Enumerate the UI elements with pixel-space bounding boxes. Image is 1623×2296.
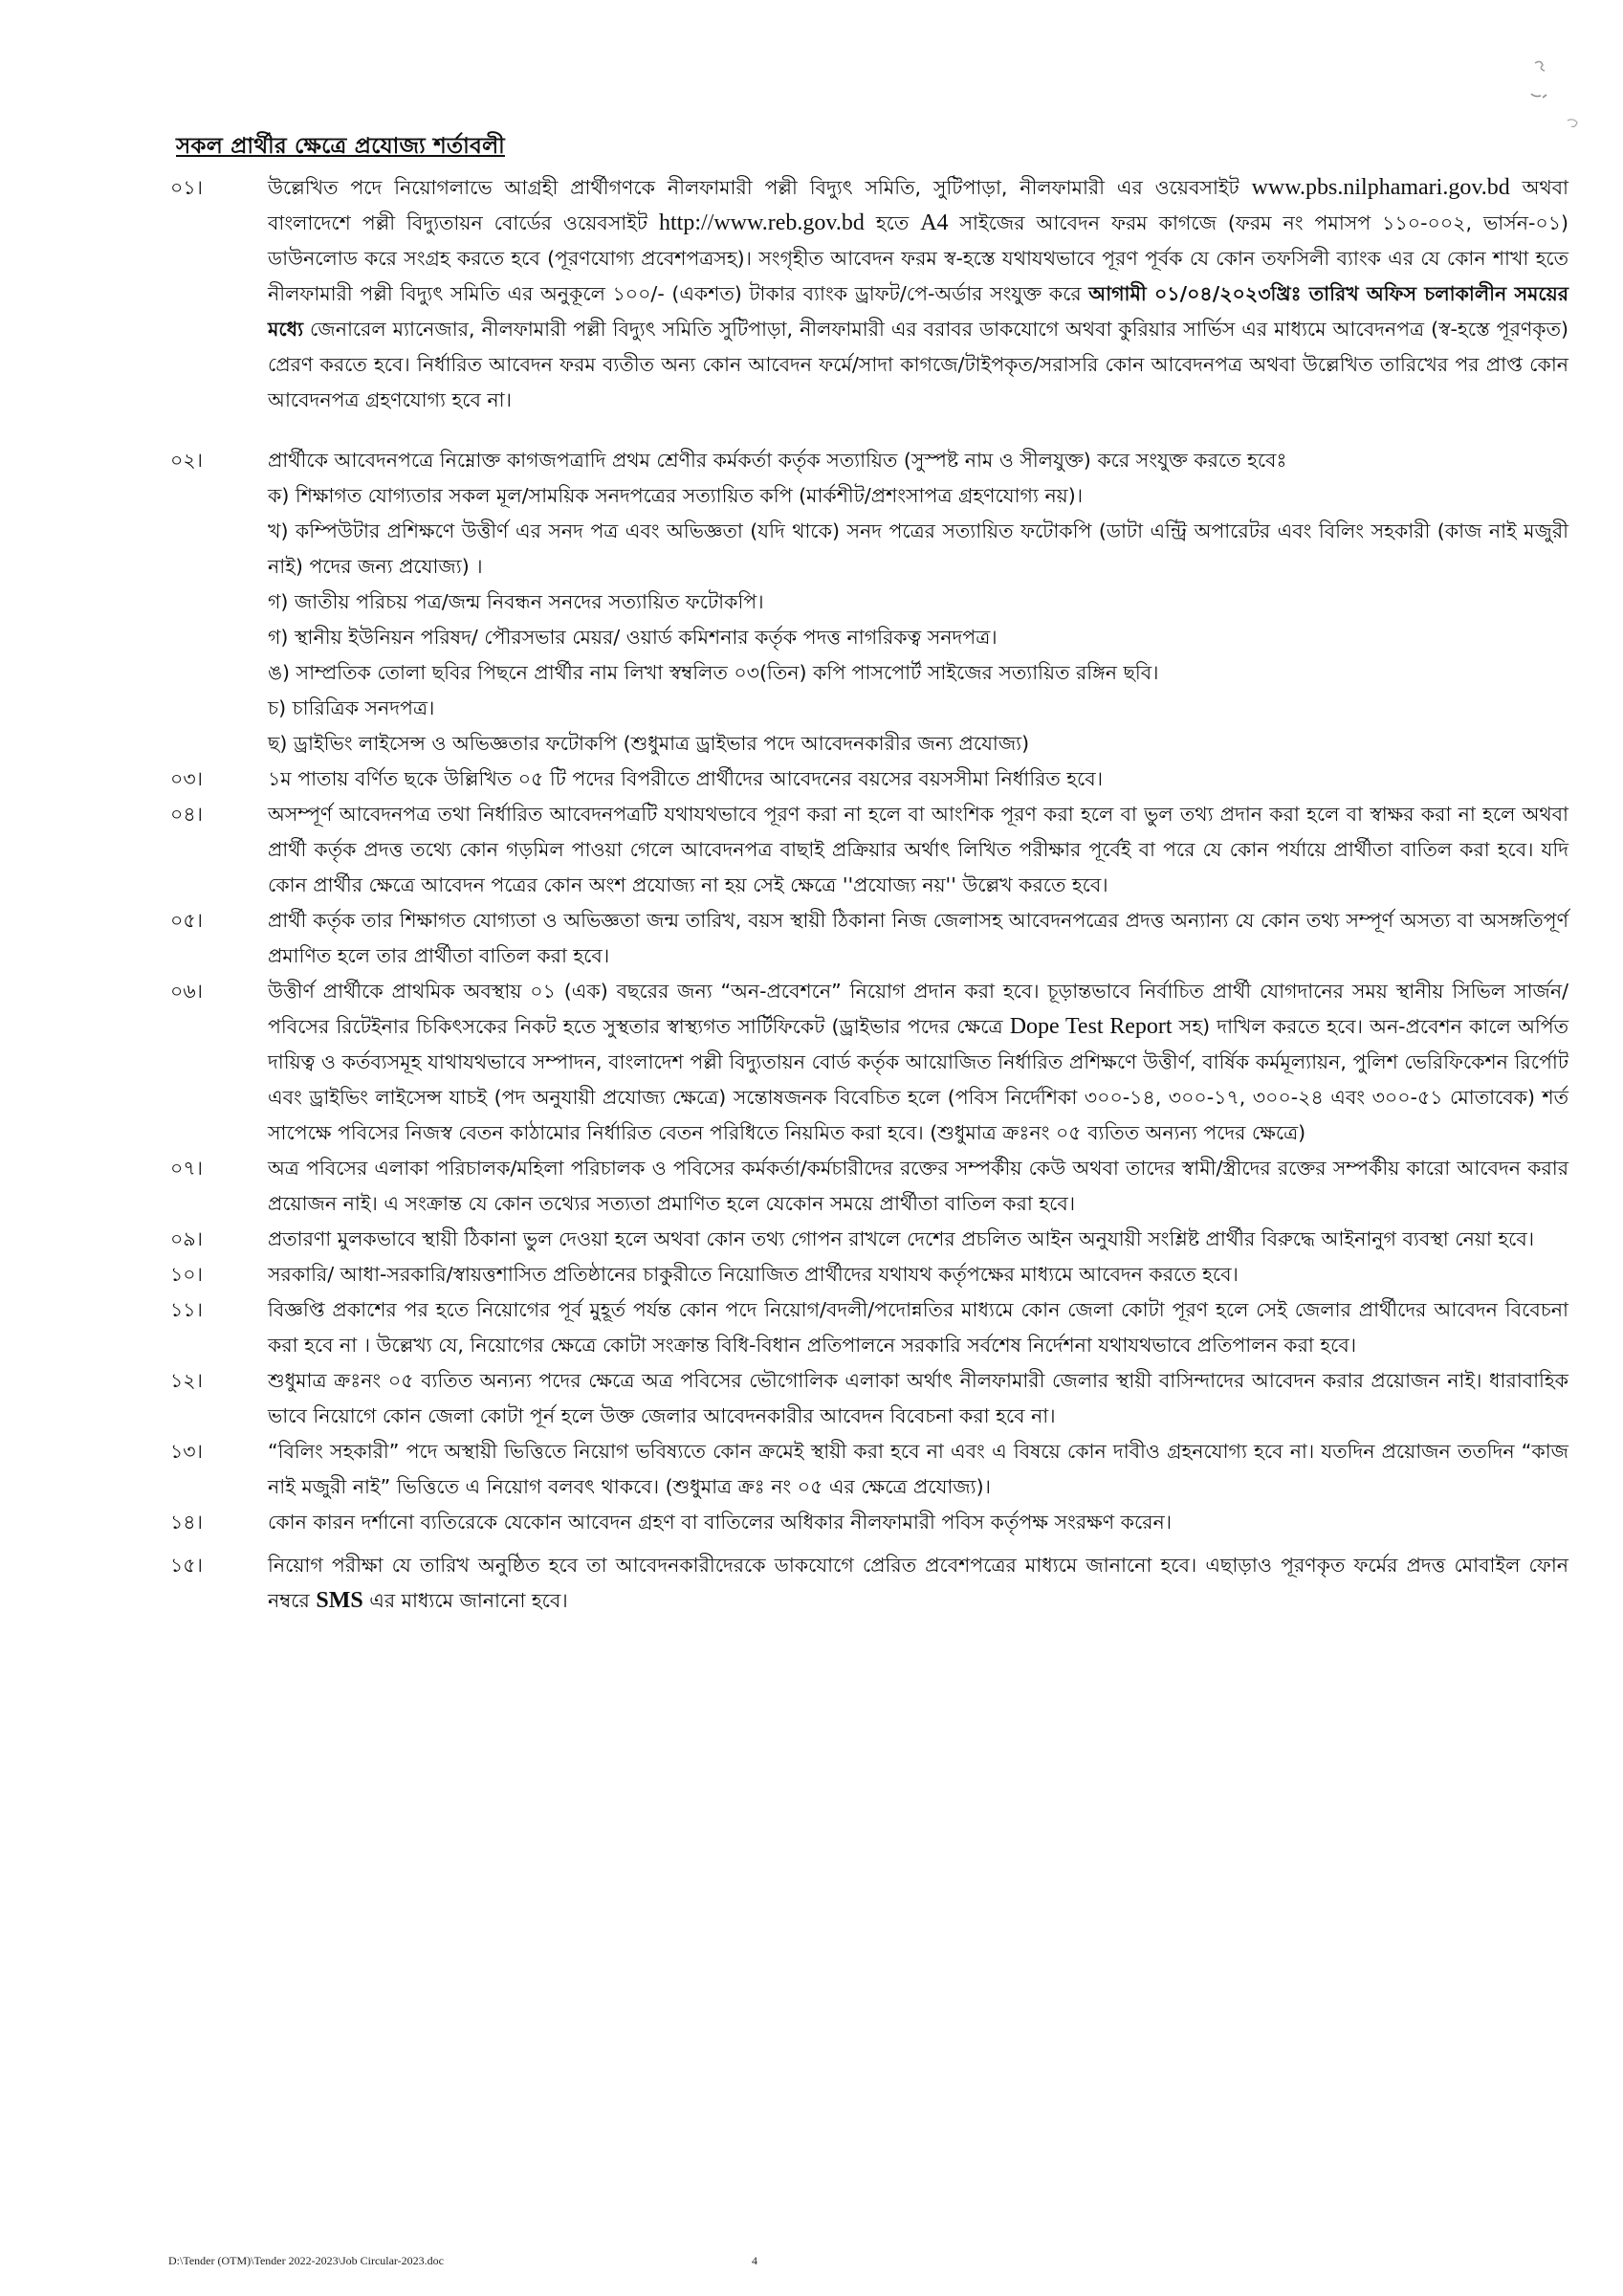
condition-item xyxy=(163,1292,1568,1363)
condition-body xyxy=(268,1222,1568,1257)
text-segment: আগামী ০১/০৪/২০২৩খ্রিঃ তারিখ অফিস চলাকালীন সময়ের মধ্যে xyxy=(268,282,1568,341)
condition-body xyxy=(268,903,1568,974)
text-segment: ক) শিক্ষাগত যোগ্যতার সকল মূল/সাময়িক সনদপত্রের সত্যায়িত কপি (মার্কশীট/প্রশংসাপত্র গ্রহণযোগ্য নয়)। xyxy=(268,484,1084,507)
text-segment: প্রতারণা মুলকভাবে স্থায়ী ঠিকানা ভুল দেওয়া হলে অথবা কোন তথ্য গোপন রাখলে দেশের প্রচলিত আইন অনুযায়ী সংশ্লিষ্ট প্রার্থীর বিরুদ্ধে আইনানুগ ব্যবস্থা নেয়া হবে। xyxy=(268,1227,1535,1250)
text-segment: নিয়োগ পরীক্ষা যে তারিখ অনুষ্ঠিত হবে তা আবেদনকারীদেরকে ডাকযোগে প্রেরিত প্রবেশপত্রের মাধ্যমে জানানো হবে। এছাড়াও পূরণকৃত ফর্মের প্রদত্ত মোবাইল ফোন নম্বরে xyxy=(268,1554,1568,1612)
text-segment: অত্র পবিসের এলাকা পরিচালক/মহিলা পরিচালক ও পবিসের কর্মকর্তা/কর্মচারীদের রক্তের সম্পর্কীয় কেউ অথবা তাদের স্বামী/স্ত্রীদের রক্তের সম্পর্কীয় কারো আবেদন করার প্রয়োজন নাই। এ সংক্রান্ত যে কোন তথ্যের সত্যতা প্রমাণিত হলে যেকোন সময়ে প্রার্থীতা বাতিল করা হবে। xyxy=(268,1157,1568,1215)
condition-subitem xyxy=(268,585,1568,620)
condition-text xyxy=(268,1505,1568,1540)
condition-text xyxy=(268,170,1568,418)
text-segment: ১ম পাতায় বর্ণিত ছকে উল্লিখিত ০৫ টি পদের বিপরীতে প্রার্থীদের আবেদনের বয়সের বয়সসীমা নির্ধারিত হবে। xyxy=(268,767,1104,790)
condition-text xyxy=(268,1434,1568,1505)
text-segment: http://www.reb.gov.bd xyxy=(659,210,865,235)
condition-item xyxy=(163,1257,1568,1292)
condition-item xyxy=(163,1505,1568,1540)
condition-item xyxy=(163,1434,1568,1505)
page-heading: সকল প্রার্থীর ক্ষেত্রে প্রযোজ্য শর্তাবলী xyxy=(176,134,505,159)
condition-number: ০৭। xyxy=(170,1157,203,1180)
condition-text xyxy=(268,443,1568,478)
conditions-list xyxy=(163,170,1568,1619)
condition-subitem xyxy=(268,478,1568,514)
text-segment: চ) চারিত্রিক সনদপত্র। xyxy=(268,696,435,719)
condition-number: ০৬। xyxy=(170,980,203,1003)
condition-item xyxy=(163,974,1568,1151)
condition-body xyxy=(268,443,1568,762)
text-segment: উল্লেখিত পদে নিয়োগলাভে আগ্রহী প্রার্থীগণকে নীলফামারী পল্লী বিদ্যুৎ সমিতি, সুটিপাড়া, নীলফামারী এর ওয়েবসাইট xyxy=(268,176,1252,199)
condition-subitem xyxy=(268,514,1568,585)
text-segment: অথবা বাংলাদেশে পল্লী বিদ্যুতায়ন বোর্ডের ওয়েবসাইট xyxy=(268,176,1568,234)
condition-number: ১৩। xyxy=(170,1440,203,1463)
condition-number: ০৩। xyxy=(170,767,203,790)
condition-body xyxy=(268,1257,1568,1292)
condition-number: ১৪। xyxy=(170,1511,203,1534)
condition-subitem xyxy=(268,655,1568,691)
text-segment: খ) কম্পিউটার প্রশিক্ষণে উত্তীর্ণ এর সনদ পত্র এবং অভিজ্ঞতা (যদি থাকে) সনদ পত্রের সত্যায়িত ফটোকপি (ডাটা এন্ট্রি অপারেটর এবং বিলিং সহকারী (কাজ নাই মজুরী নাই) পদের জন্য প্রযোজ্য) । xyxy=(268,519,1568,578)
condition-text xyxy=(268,1548,1568,1619)
text-segment: প্রার্থী কর্তৃক তার শিক্ষাগত যোগ্যতা ও অভিজ্ঞতা জন্ম তারিখ, বয়স স্থায়ী ঠিকানা নিজ জেলাসহ আবেদনপত্রের প্রদত্ত অন্যান্য যে কোন তথ্য সম্পূর্ণ অসত্য বা অসঙ্গতিপূর্ণ প্রমাণিত হলে তার প্রার্থীতা বাতিল করা হবে। xyxy=(268,909,1568,967)
text-segment: A4 xyxy=(920,210,949,235)
condition-number: ১১। xyxy=(170,1298,203,1321)
text-segment: সাইজের আবেদন ফরম কাগজে (ফরম নং পমাসপ ১১০-০০২, ভার্সন-০১) ডাউনলোড করে সংগ্রহ করতে হবে (পূরণযোগ্য প্রবেশপত্রসহ)। সংগৃহীত আবেদন ফরম স্ব-হস্তে যথাযথভাবে পূরণ পূর্বক যে কোন তফসিলী ব্যাংক এর যে কোন শাখা হতে নীলফামারী পল্লী বিদ্যুৎ সমিতি এর অনুকূলে ১০০/- (একশত) টাকার ব্যাংক ড্রাফট/পে-অর্ডার সংযুক্ত করে xyxy=(268,211,1569,305)
text-segment: হতে xyxy=(864,211,921,234)
condition-number: ০১। xyxy=(170,176,203,199)
condition-item xyxy=(163,170,1568,418)
condition-subitem xyxy=(268,691,1568,726)
text-segment: উত্তীর্ণ প্রার্থীকে প্রাথমিক অবস্থায় ০১ (এক) বছরের জন্য “অন-প্রবেশনে” নিয়োগ প্রদান করা হবে। চূড়ান্তভাবে নির্বাচিত প্রার্থী যোগদানের সময় স্থানীয় সিভিল সার্জন/পবিসের রিটেইনার চিকিৎসকের নিকট হতে সুস্থতার স্বাস্থ্যগত সার্টিফিকেট (ড্রাইভার পদের ক্ষেত্রে xyxy=(268,980,1568,1038)
condition-body xyxy=(268,170,1568,418)
condition-item xyxy=(163,762,1568,797)
text-segment: বিজ্ঞপ্তি প্রকাশের পর হতে নিয়োগের পূর্ব মুহূর্ত পর্যন্ত কোন পদে নিয়োগ/বদলী/পদোন্নতির মাধ্যমে কোন জেলা কোটা পূরণ হলে সেই জেলার প্রার্থীদের আবেদন বিবেচনা করা হবে না । উল্লেখ্য যে, নিয়োগের ক্ষেত্রে কোটা সংক্রান্ত বিধি-বিধান প্রতিপালনে সরকারি সর্বশেষ নির্দেশনা যথাযথভাবে প্রতিপালন করা হবে। xyxy=(268,1298,1568,1357)
text-segment: “বিলিং সহকারী” পদে অস্থায়ী ভিত্তিতে নিয়োগ ভবিষ্যতে কোন ক্রমেই স্থায়ী করা হবে না এবং এ বিষয়ে কোন দাবীও গ্রহনযোগ্য হবে না। যতদিন প্রয়োজন ততদিন “কাজ নাই মজুরী নাই” ভিত্তিতে এ নিয়োগ বলবৎ থাকবে। (শুধুমাত্র ক্রঃ নং ০৫ এর ক্ষেত্রে প্রযোজ্য)। xyxy=(268,1440,1568,1498)
text-segment: ছ) ড্রাইভিং লাইসেন্স ও অভিজ্ঞতার ফটোকপি (শুধুমাত্র ড্রাইভার পদে আবেদনকারীর জন্য প্রযোজ্য) xyxy=(268,732,1030,755)
condition-body xyxy=(268,762,1568,797)
condition-body xyxy=(268,1363,1568,1434)
condition-number: ০৯। xyxy=(170,1227,203,1250)
condition-item xyxy=(163,1151,1568,1222)
condition-item xyxy=(163,797,1568,903)
text-segment: প্রার্থীকে আবেদনপত্রে নিম্নোক্ত কাগজপত্রাদি প্রথম শ্রেণীর কর্মকর্তা কর্তৃক সত্যায়িত (সুস্পষ্ট নাম ও সীলযুক্ত) করে সংযুক্ত করতে হবেঃ xyxy=(268,449,1287,472)
condition-body xyxy=(268,1292,1568,1363)
condition-item xyxy=(163,903,1568,974)
condition-body xyxy=(268,1151,1568,1222)
condition-item xyxy=(163,1363,1568,1434)
condition-number: ০২। xyxy=(170,449,203,472)
condition-number: ০৪। xyxy=(170,803,203,826)
text-segment: গ) স্থানীয় ইউনিয়ন পরিষদ/ পৌরসভার মেয়র/ ওয়ার্ড কমিশনার কর্তৃক পদত্ত নাগরিকত্ব সনদপত্র। xyxy=(268,626,998,649)
text-segment: সরকারি/ আধা-সরকারি/স্বায়ত্তশাসিত প্রতিষ্ঠানের চাকুরীতে নিয়োজিত প্রার্থীদের যথাযথ কর্তৃপক্ষের মাধ্যমে আবেদন করতে হবে। xyxy=(268,1263,1239,1286)
condition-text xyxy=(268,762,1568,797)
condition-text xyxy=(268,1151,1568,1222)
text-segment: জেনারেল ম্যানেজার, নীলফামারী পল্লী বিদ্যুৎ সমিতি সুটিপাড়া, নীলফামারী এর বরাবর ডাকযোগে অথবা কুরিয়ার সার্ভিস এর মাধ্যমে আবেদনপত্র (স্ব-হস্তে পূরণকৃত) প্রেরণ করতে হবে। নির্ধারিত আবেদন ফরম ব্যতীত অন্য কোন আবেদন ফর্মে/সাদা কাগজে/টাইপকৃত/সরাসরি কোন আবেদনপত্র অথবা উল্লেখিত তারিখের পর প্রাপ্ত কোন আবেদনপত্র গ্রহণযোগ্য হবে না। xyxy=(268,318,1568,411)
condition-text xyxy=(268,974,1568,1151)
condition-body xyxy=(268,1434,1568,1505)
text-segment: কোন কারন দর্শানো ব্যতিরেকে যেকোন আবেদন গ্রহণ বা বাতিলের অধিকার নীলফামারী পবিস কর্তৃপক্ষ সংরক্ষণ করেন। xyxy=(268,1511,1173,1534)
condition-number: ১৫। xyxy=(170,1554,203,1577)
condition-text xyxy=(268,903,1568,974)
condition-subitem xyxy=(268,620,1568,655)
text-segment: গ) জাতীয় পরিচয় পত্র/জন্ম নিবন্ধন সনদের সত্যায়িত ফটোকপি। xyxy=(268,590,764,613)
condition-text xyxy=(268,1292,1568,1363)
condition-text xyxy=(268,797,1568,903)
condition-number: ১২। xyxy=(170,1369,203,1392)
handwritten-scribble-icon xyxy=(1508,54,1594,149)
condition-number: ০৫। xyxy=(170,909,203,932)
condition-body xyxy=(268,1548,1568,1619)
footer-file-path: D:\Tender (OTM)\Tender 2022-2023\Job Circular-2023.doc xyxy=(168,2254,445,2267)
condition-body xyxy=(268,1505,1568,1540)
text-segment: শুধুমাত্র ক্রঃনং ০৫ ব্যতিত অন্যন্য পদের ক্ষেত্রে অত্র পবিসের ভৌগোলিক এলাকা অর্থাৎ নীলফামারী জেলার স্থায়ী বাসিন্দাদের আবেদন করার প্রয়োজন নাই। ধারাবাহিক ভাবে নিয়োগে কোন জেলা কোটা পূর্ন হলে উক্ত জেলার আবেদনকারীর আবেদন বিবেচনা করা হবে না। xyxy=(268,1369,1568,1427)
condition-item xyxy=(163,1222,1568,1257)
text-segment: এর মাধ্যমে জানানো হবে। xyxy=(362,1589,568,1612)
text-segment: সহ) দাখিল করতে হবে। অন-প্রবেশন কালে অর্পিত দায়িত্ব ও কর্তব্যসমূহ যাথাযথভাবে সম্পাদন, বাংলাদেশ পল্লী বিদ্যুতায়ন বোর্ড কর্তৃক আয়োজিত নির্ধারিত প্রশিক্ষণে উত্তীর্ণ, বার্ষিক কর্মমূল্যায়ন, পুলিশ ভেরিফিকেশন রির্পোট এবং ড্রাইভিং লাইসেন্স যাচই (পদ অনুযায়ী প্রযোজ্য ক্ষেত্রে) সন্তোষজনক বিবেচিত হলে (পবিস নির্দেশিকা ৩০০-১৪, ৩০০-১৭, ৩০০-২৪ এবং ৩০০-৫১ মোতাবেক) শর্ত সাপেক্ষে পবিসের নিজস্ব বেতন কাঠামোর নির্ধারিত বেতন পরিধিতে নিয়মিত করা হবে। (শুধুমাত্র ক্রঃনং ০৫ ব্যতিত অন্যন্য পদের ক্ষেত্রে) xyxy=(268,1015,1568,1144)
condition-text xyxy=(268,1222,1568,1257)
condition-body xyxy=(268,797,1568,903)
condition-number: ১০। xyxy=(170,1263,203,1286)
condition-item xyxy=(163,443,1568,762)
condition-text xyxy=(268,1257,1568,1292)
condition-subitem xyxy=(268,726,1568,762)
text-segment: www.pbs.nilphamari.gov.bd xyxy=(1251,175,1510,200)
condition-body xyxy=(268,974,1568,1151)
text-segment: SMS xyxy=(316,1588,363,1613)
condition-text xyxy=(268,1363,1568,1434)
footer-page-number: 4 xyxy=(752,2254,757,2267)
text-segment: ঙ) সাম্প্রতিক তোলা ছবির পিছনে প্রার্থীর নাম লিখা স্বম্বলিত ০৩(তিন) কপি পাসপোর্ট সাইজের সত্যায়িত রঙ্গিন ছবি। xyxy=(268,661,1159,684)
text-segment: Dope Test Report xyxy=(1009,1014,1173,1039)
condition-item xyxy=(163,1548,1568,1619)
text-segment: অসম্পূর্ণ আবেদনপত্র তথা নির্ধারিত আবেদনপত্রটি যথাযথভাবে পূরণ করা না হলে বা আংশিক পূরণ করা হলে বা ভুল তথ্য প্রদান করা হলে বা স্বাক্ষর করা না হলে অথবা প্রার্থী কর্তৃক প্রদত্ত তথ্যে কোন গড়মিল পাওয়া গেলে আবেদনপত্র বাছাই প্রক্রিয়ার অর্থাৎ লিখিত পরীক্ষার পূর্বেই বা পরে যে কোন পর্যায়ে প্রার্থীতা বাতিল করা হবে। যদি কোন প্রার্থীর ক্ষেত্রে আবেদন পত্রের কোন অংশ প্রযোজ্য না হয় সেই ক্ষেত্রে ''প্রযোজ্য নয়'' উল্লেখ করতে হবে। xyxy=(268,803,1568,896)
